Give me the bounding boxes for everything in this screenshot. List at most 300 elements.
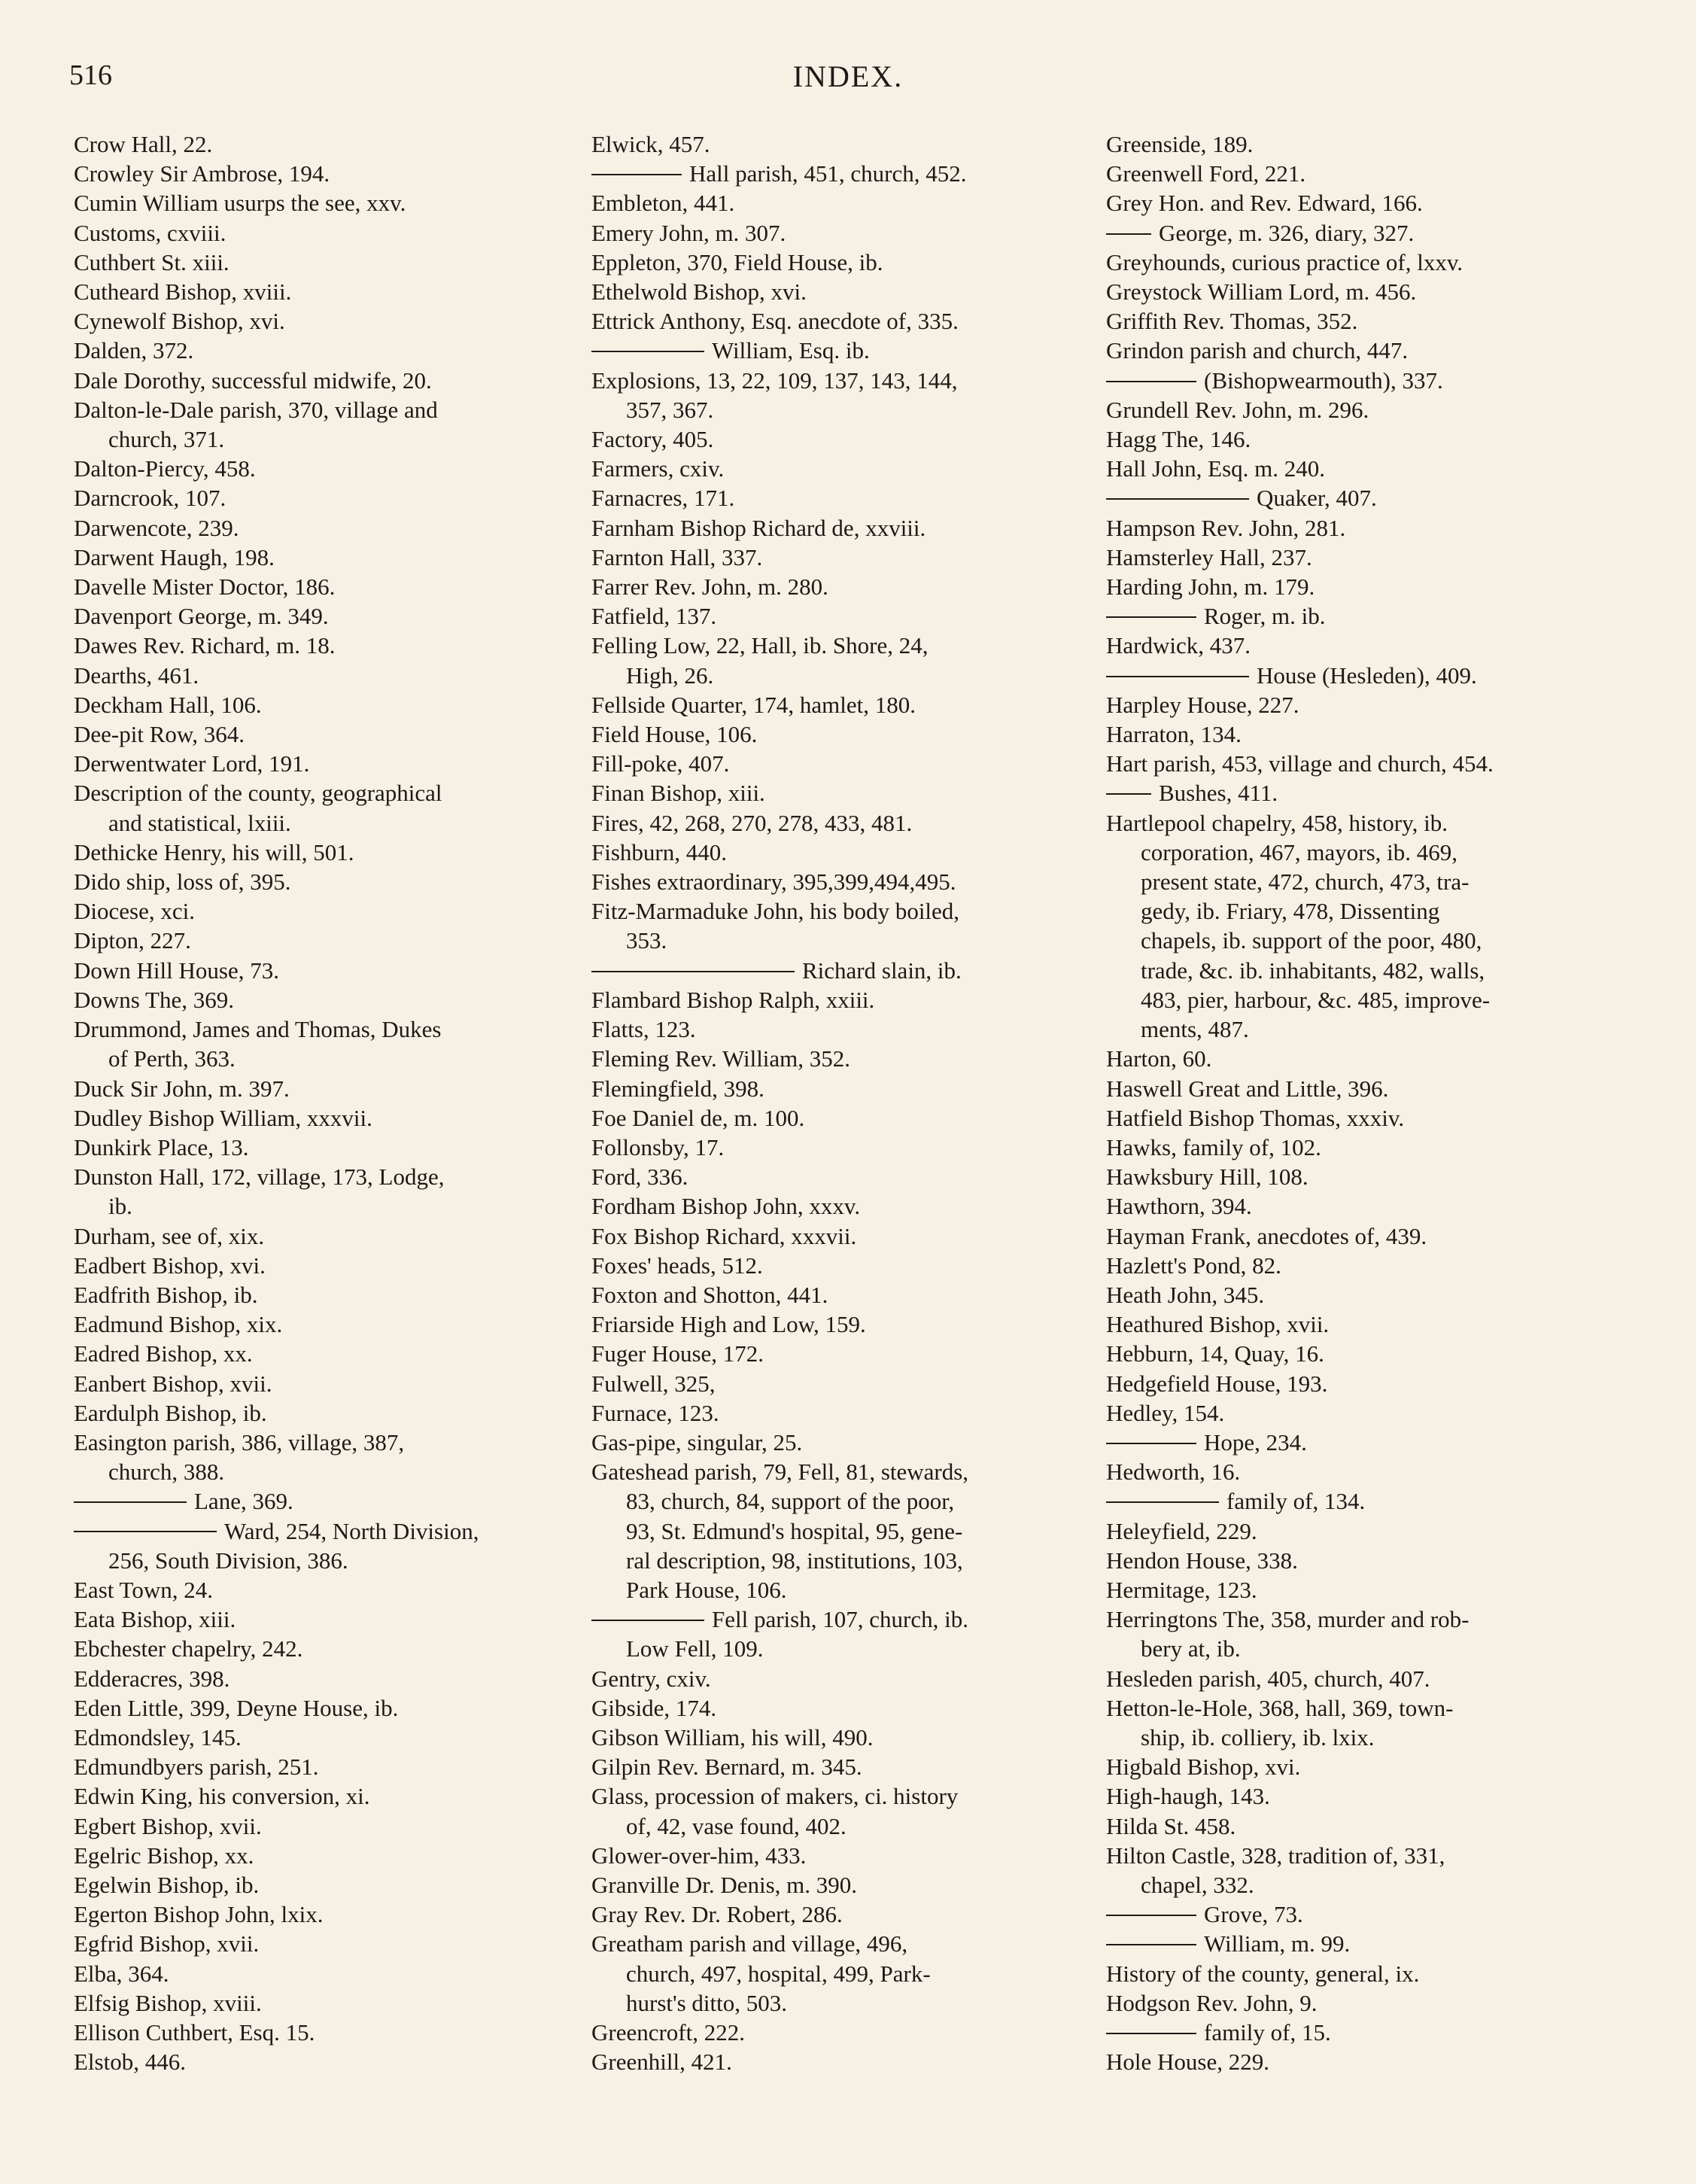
index-entry: [591, 1074, 1081, 1103]
index-entry: [74, 1014, 563, 1044]
index-entry: [591, 838, 1081, 867]
index-entry-text: Hermitage, 123.: [1106, 1576, 1257, 1603]
index-entry-text: Haswell Great and Little, 396.: [1106, 1075, 1389, 1102]
index-entry: [591, 336, 1081, 365]
index-entry-text: Greyhounds, curious practice of, lxxv.: [1106, 248, 1463, 275]
index-entry-text: Hagg The, 146.: [1106, 426, 1251, 453]
index-entry-text: church, 388.: [108, 1459, 225, 1486]
index-entry-text: hurst's ditto, 503.: [626, 1989, 787, 2016]
index-entry: [1106, 572, 1599, 601]
index-entry-text: Heleyfield, 229.: [1106, 1517, 1257, 1544]
index-entry: [591, 1309, 1081, 1339]
index-entry: [1106, 1398, 1599, 1428]
index-entry-text: Hawks, family of, 102.: [1106, 1133, 1321, 1160]
index-entry: [1106, 808, 1599, 838]
index-entry-continuation: [1106, 867, 1599, 896]
index-entry: [1106, 749, 1599, 778]
index-entry-text: Fordham Bishop John, xxxv.: [591, 1193, 861, 1220]
index-entry-continuation: [1106, 1014, 1599, 1044]
index-entry-text: Park House, 106.: [626, 1576, 787, 1603]
index-entry: [1106, 543, 1599, 572]
index-entry-text: Dale Dorothy, successful midwife, 20.: [74, 367, 432, 394]
index-entry-text: Egelwin Bishop, ib.: [74, 1871, 260, 1898]
index-entry-text: of Perth, 363.: [108, 1045, 236, 1072]
index-entry-text: Flemingfield, 398.: [591, 1075, 764, 1102]
index-entry-text: Derwentwater Lord, 191.: [74, 750, 310, 777]
index-entry: [591, 277, 1081, 306]
index-entry: [591, 1103, 1081, 1133]
index-entry: [591, 631, 1081, 660]
index-entry: [591, 1398, 1081, 1428]
index-entry: [591, 1251, 1081, 1280]
index-entry: [74, 1634, 563, 1663]
index-entry-text: Egerton Bishop John, lxix.: [74, 1901, 324, 1928]
index-entry-text: Gilpin Rev. Bernard, m. 345.: [591, 1754, 862, 1781]
index-entry-text: Dunston Hall, 172, village, 173, Lodge,: [74, 1163, 445, 1191]
index-entry-text: Darwencote, 239.: [74, 514, 239, 541]
index-entry-text: Dalden, 372.: [74, 337, 194, 364]
index-entry-continuation: [591, 1988, 1081, 2018]
index-entry-continuation: [591, 1575, 1081, 1605]
ditto-dash: [1106, 1501, 1219, 1503]
index-entry: [1106, 129, 1599, 159]
index-entry-text: Elfsig Bishop, xviii.: [74, 1989, 262, 2016]
index-entry-text: Hampson Rev. John, 281.: [1106, 514, 1346, 541]
index-entry-text: church, 497, hospital, 499, Park-: [626, 1960, 931, 1987]
index-entry-text: Fleming Rev. William, 352.: [591, 1045, 851, 1072]
index-entry-text: Herringtons The, 358, murder and rob-: [1106, 1606, 1470, 1633]
index-entry-text: Deckham Hall, 106.: [74, 691, 262, 718]
index-entry: [74, 1693, 563, 1723]
index-entry-continuation: [74, 424, 563, 454]
index-entry-text: Elstob, 446.: [74, 2049, 186, 2076]
index-entry-text: Harding John, m. 179.: [1106, 573, 1315, 601]
index-entry-text: Drummond, James and Thomas, Dukes: [74, 1016, 442, 1043]
ditto-dash: [1106, 616, 1196, 618]
index-entry-text: Foxes' heads, 512.: [591, 1252, 763, 1279]
index-entry: [74, 218, 563, 248]
index-entry: [1106, 513, 1599, 543]
index-entry-continuation: [591, 1516, 1081, 1546]
index-entry: [591, 1457, 1081, 1486]
index-entry-continuation: [591, 1959, 1081, 1988]
index-entry-continuation: [591, 1634, 1081, 1663]
index-entry-text: Furnace, 123.: [591, 1399, 719, 1426]
index-entry: [74, 454, 563, 483]
index-entry-text: Explosions, 13, 22, 109, 137, 143, 144,: [591, 367, 958, 394]
index-entry: [74, 601, 563, 631]
index-entry: [74, 838, 563, 867]
index-entry: [74, 778, 563, 808]
index-entry: [1106, 1191, 1599, 1221]
index-entry: [591, 1221, 1081, 1251]
index-entry: [74, 1428, 563, 1457]
index-entry: [1106, 1221, 1599, 1251]
index-entry-text: Dee-pit Row, 364.: [74, 721, 245, 748]
index-entry: [1106, 1929, 1599, 1958]
index-entry-text: family of, 134.: [1226, 1488, 1366, 1515]
index-entry-text: House (Hesleden), 409.: [1257, 662, 1477, 689]
index-entry: [591, 572, 1081, 601]
index-entry-text: Greencroft, 222.: [591, 2019, 745, 2046]
index-entry-text: Hetton-le-Hole, 368, hall, 369, town-: [1106, 1694, 1454, 1721]
index-entry: [74, 572, 563, 601]
index-entry-text: Fatfield, 137.: [591, 603, 717, 630]
index-entry-text: Flambard Bishop Ralph, xxiii.: [591, 986, 875, 1013]
index-entry-text: Hebburn, 14, Quay, 16.: [1106, 1340, 1324, 1367]
index-entry: [74, 719, 563, 749]
index-entry-text: Granville Dr. Denis, m. 390.: [591, 1871, 858, 1898]
index-entry-text: Follonsby, 17.: [591, 1133, 725, 1160]
index-entry-continuation: [1106, 838, 1599, 867]
index-entry-continuation: [591, 926, 1081, 955]
index-entry: [1106, 1280, 1599, 1309]
index-entry: [74, 129, 563, 159]
index-entry: [74, 395, 563, 424]
index-entry: [74, 1339, 563, 1368]
index-entry: [1106, 1457, 1599, 1486]
index-entry: [1106, 1900, 1599, 1929]
index-entry-text: Farrer Rev. John, m. 280.: [591, 573, 828, 601]
index-entry-text: chapels, ib. support of the poor, 480,: [1141, 927, 1482, 954]
index-entry-text: and statistical, lxiii.: [108, 809, 291, 836]
index-entry: [1106, 1575, 1599, 1605]
index-entry-text: Hawthorn, 394.: [1106, 1193, 1252, 1220]
index-entry: [591, 1133, 1081, 1162]
index-entry-text: Lane, 369.: [194, 1488, 293, 1515]
index-entry-text: Greenside, 189.: [1106, 131, 1254, 157]
index-entry: [591, 896, 1081, 926]
index-entry: [74, 1605, 563, 1634]
index-entry: [1106, 188, 1599, 217]
index-entry: [591, 513, 1081, 543]
index-entry-continuation: [1106, 896, 1599, 926]
index-entry: [591, 1870, 1081, 1900]
index-entry-text: Fishburn, 440.: [591, 838, 727, 865]
index-entry-text: Egfrid Bishop, xvii.: [74, 1930, 260, 1957]
index-entry-text: 93, St. Edmund's hospital, 95, gene-: [626, 1517, 963, 1544]
index-entry-text: Farnacres, 171.: [591, 485, 735, 512]
index-entry-text: Elba, 364.: [74, 1960, 169, 1987]
ditto-dash: [591, 174, 682, 175]
index-entry-continuation: [1106, 926, 1599, 955]
index-entry-text: Gray Rev. Dr. Robert, 286.: [591, 1901, 843, 1928]
index-entry: [74, 1929, 563, 1958]
index-entry: [74, 1133, 563, 1162]
index-entry-text: Harton, 60.: [1106, 1045, 1212, 1072]
index-entry-text: Hedgefield House, 193.: [1106, 1370, 1328, 1397]
ditto-dash: [1106, 2033, 1196, 2034]
index-entry-text: Eadbert Bishop, xvi.: [74, 1252, 266, 1279]
index-entry: [591, 778, 1081, 808]
index-entry-text: Davelle Mister Doctor, 186.: [74, 573, 336, 601]
index-entry: [74, 1074, 563, 1103]
index-entry: [591, 188, 1081, 217]
index-entry-text: Foxton and Shotton, 441.: [591, 1281, 828, 1308]
index-entry-text: Down Hill House, 73.: [74, 957, 279, 984]
index-entry-text: William, m. 99.: [1204, 1930, 1351, 1957]
index-entry: [74, 1781, 563, 1811]
index-entry-text: Hole House, 229.: [1106, 2049, 1269, 2076]
index-entry-text: Hodgson Rev. John, 9.: [1106, 1989, 1318, 2016]
index-entry: [74, 188, 563, 217]
index-entry-text: Hilton Castle, 328, tradition of, 331,: [1106, 1842, 1445, 1869]
index-entry-text: Davenport George, m. 349.: [74, 603, 329, 630]
index-entry-continuation: [591, 1811, 1081, 1841]
index-entry-text: Hall parish, 451, church, 452.: [689, 160, 967, 187]
index-entry: [591, 1723, 1081, 1752]
index-entry-continuation: [591, 1546, 1081, 1575]
index-entry-text: Higbald Bishop, xvi.: [1106, 1754, 1301, 1781]
index-entry: [1106, 1781, 1599, 1811]
index-entry: [1106, 1428, 1599, 1457]
index-entry-text: Diocese, xci.: [74, 898, 195, 925]
index-entry: [1106, 1811, 1599, 1841]
index-entry-text: Hazlett's Pond, 82.: [1106, 1252, 1281, 1279]
index-entry-text: Dipton, 227.: [74, 927, 191, 954]
index-entry-text: gedy, ib. Friary, 478, Dissenting: [1141, 898, 1440, 925]
index-entry: [1106, 483, 1599, 513]
index-entry-continuation: [74, 1546, 563, 1575]
index-entry: [591, 306, 1081, 336]
index-entry-text: Hayman Frank, anecdotes of, 439.: [1106, 1222, 1427, 1249]
ditto-dash: [1106, 1915, 1196, 1916]
index-entry-text: Farnham Bishop Richard de, xxviii.: [591, 514, 926, 541]
index-entry: [591, 690, 1081, 719]
index-entry-text: Finan Bishop, xiii.: [591, 780, 765, 807]
index-entry: [591, 1339, 1081, 1368]
index-entry-text: Roger, m. ib.: [1204, 603, 1326, 630]
index-entry-continuation: [1106, 1634, 1599, 1663]
index-entry: [591, 1752, 1081, 1781]
index-entry-text: Quaker, 407.: [1257, 485, 1377, 512]
index-entry: [74, 1251, 563, 1280]
index-entry: [74, 985, 563, 1014]
index-entry-text: History of the county, general, ix.: [1106, 1960, 1420, 1987]
index-entry-text: Hart parish, 453, village and church, 454.: [1106, 750, 1494, 777]
index-entry-text: Fitz-Marmaduke John, his body boiled,: [591, 898, 960, 925]
index-entry: [74, 306, 563, 336]
index-entry: [591, 1664, 1081, 1693]
index-entry: [1106, 159, 1599, 188]
index-entry-text: Gibson William, his will, 490.: [591, 1723, 874, 1751]
index-entry-text: Downs The, 369.: [74, 986, 234, 1013]
index-entry-text: Eanbert Bishop, xvii.: [74, 1370, 272, 1397]
index-entry: [1106, 661, 1599, 690]
index-entry: [74, 336, 563, 365]
index-entry-text: Fires, 42, 268, 270, 278, 433, 481.: [591, 809, 913, 836]
index-entry-text: Fishes extraordinary, 395,399,494,495.: [591, 868, 956, 896]
index-entry: [591, 454, 1081, 483]
index-entry: [74, 1103, 563, 1133]
index-entry: [591, 956, 1081, 985]
index-entry-text: Hatfield Bishop Thomas, xxxiv.: [1106, 1104, 1405, 1131]
index-entry: [591, 129, 1081, 159]
index-entry: [591, 218, 1081, 248]
index-entry: [591, 601, 1081, 631]
index-entry: [591, 867, 1081, 896]
index-entry: [591, 1693, 1081, 1723]
ditto-dash: [1106, 676, 1249, 677]
index-entry-text: Ward, 254, North Division,: [224, 1517, 479, 1544]
index-entry-text: Hartlepool chapelry, 458, history, ib.: [1106, 809, 1448, 836]
index-entry-text: High, 26.: [626, 662, 714, 689]
index-entry: [74, 1752, 563, 1781]
index-entry: [74, 749, 563, 778]
index-entry: [1106, 1162, 1599, 1191]
index-entry-text: Grindon parish and church, 447.: [1106, 337, 1409, 364]
index-entry: [1106, 1693, 1599, 1723]
index-entry: [74, 1369, 563, 1398]
index-entry: [1106, 1309, 1599, 1339]
index-entry-text: Edmundbyers parish, 251.: [74, 1754, 319, 1781]
index-entry-text: Gas-pipe, singular, 25.: [591, 1428, 803, 1455]
index-entry-text: Gateshead parish, 79, Fell, 81, stewards,: [591, 1459, 969, 1486]
ditto-dash: [1106, 1944, 1196, 1945]
index-entry-text: Hall John, Esq. m. 240.: [1106, 455, 1326, 482]
index-entry-text: Crowley Sir Ambrose, 194.: [74, 160, 330, 187]
index-entry-text: Hesleden parish, 405, church, 407.: [1106, 1665, 1430, 1692]
index-entry-text: Eppleton, 370, Field House, ib.: [591, 248, 883, 275]
index-entry: [591, 1369, 1081, 1398]
index-entry-text: 483, pier, harbour, &c. 485, improve-: [1141, 986, 1491, 1013]
index-entry-text: 353.: [626, 927, 667, 954]
index-entry: [74, 1162, 563, 1191]
index-entry-text: Hedworth, 16.: [1106, 1459, 1241, 1486]
index-entry: [74, 1309, 563, 1339]
index-entry-text: of, 42, vase found, 402.: [626, 1812, 846, 1839]
index-entry: [1106, 1074, 1599, 1103]
index-entry-text: Eden Little, 399, Deyne House, ib.: [74, 1694, 399, 1721]
index-entry-text: Dethicke Henry, his will, 501.: [74, 838, 354, 865]
index-entry: [74, 1221, 563, 1251]
page-number: 516: [69, 59, 112, 91]
ditto-dash: [74, 1531, 217, 1532]
page-title: INDEX.: [792, 59, 904, 93]
index-entry: [1106, 1664, 1599, 1693]
index-entry-text: Grey Hon. and Rev. Edward, 166.: [1106, 190, 1423, 217]
index-entry: [591, 1191, 1081, 1221]
index-entry: [1106, 424, 1599, 454]
ditto-dash: [74, 1501, 187, 1503]
index-entry: [74, 956, 563, 985]
index-entry-text: Darwent Haugh, 198.: [74, 543, 275, 570]
index-entry: [591, 483, 1081, 513]
index-entry-text: Glass, procession of makers, ci. history: [591, 1783, 959, 1810]
index-entry-text: Description of the county, geographical: [74, 780, 442, 807]
index-entry: [74, 661, 563, 690]
index-entry: [74, 926, 563, 955]
index-entry-text: Grundell Rev. John, m. 296.: [1106, 396, 1369, 423]
index-entry: [74, 1664, 563, 1693]
index-entry-text: Greenhill, 421.: [591, 2049, 732, 2076]
index-entry: [74, 1988, 563, 2018]
index-entry: [74, 1841, 563, 1870]
index-entry: [1106, 1546, 1599, 1575]
index-entry-text: Hilda St. 458.: [1106, 1812, 1236, 1839]
index-entry-text: Hardwick, 437.: [1106, 632, 1251, 659]
index-entry: [74, 543, 563, 572]
index-entry-text: Eadred Bishop, xx.: [74, 1340, 253, 1367]
index-entry: [591, 2018, 1081, 2047]
index-entry-text: 83, church, 84, support of the poor,: [626, 1488, 955, 1515]
index-entry-text: Edmondsley, 145.: [74, 1723, 242, 1751]
index-entry-text: Richard slain, ib.: [802, 957, 962, 984]
index-entry: [74, 1811, 563, 1841]
index-entry-text: Harraton, 134.: [1106, 721, 1242, 748]
index-entry-continuation: [591, 661, 1081, 690]
index-entry-text: Harpley House, 227.: [1106, 691, 1299, 718]
index-entry: [591, 1929, 1081, 1958]
index-entry: [1106, 2047, 1599, 2076]
index-entry-text: Hamsterley Hall, 237.: [1106, 543, 1312, 570]
index-entry-text: Ethelwold Bishop, xvi.: [591, 278, 807, 306]
index-entry: [74, 1959, 563, 1988]
index-entry-text: Hedley, 154.: [1106, 1399, 1225, 1426]
index-entry-text: Cynewolf Bishop, xvi.: [74, 308, 285, 335]
index-entry: [591, 424, 1081, 454]
index-entry: [1106, 306, 1599, 336]
index-entry-text: Duck Sir John, m. 397.: [74, 1075, 290, 1102]
index-entry-text: Foe Daniel de, m. 100.: [591, 1104, 805, 1131]
index-entry-continuation: [591, 1486, 1081, 1516]
index-entry: [591, 719, 1081, 749]
index-entry-text: trade, &c. ib. inhabitants, 482, walls,: [1141, 957, 1485, 984]
index-entry: [74, 1575, 563, 1605]
index-entry-text: Dawes Rev. Richard, m. 18.: [74, 632, 336, 659]
index-entry-text: Grove, 73.: [1204, 1901, 1303, 1928]
index-entry-text: Fox Bishop Richard, xxxvii.: [591, 1222, 857, 1249]
index-entry: [74, 159, 563, 188]
index-entry: [1106, 1369, 1599, 1398]
index-entry-continuation: [74, 1044, 563, 1073]
index-entry-text: Cuthbert St. xiii.: [74, 248, 229, 275]
ditto-dash: [1106, 233, 1151, 235]
index-entry: [74, 1516, 563, 1546]
index-entry-text: Heath John, 345.: [1106, 1281, 1265, 1308]
index-entry-text: High-haugh, 143.: [1106, 1783, 1270, 1810]
index-entry: [591, 985, 1081, 1014]
index-entry-continuation: [1106, 1723, 1599, 1752]
index-entry: [1106, 778, 1599, 808]
index-entry-text: bery at, ib.: [1141, 1635, 1241, 1662]
index-entry-text: Eadfrith Bishop, ib.: [74, 1281, 258, 1308]
index-entry-text: ral description, 98, institutions, 103,: [626, 1547, 963, 1574]
index-entry-text: present state, 472, church, 473, tra-: [1141, 868, 1470, 896]
index-entry-text: Elwick, 457.: [591, 131, 710, 157]
index-entry: [74, 483, 563, 513]
index-entry: [591, 1280, 1081, 1309]
index-entry-text: family of, 15.: [1204, 2019, 1331, 2046]
index-entry-text: ib.: [108, 1193, 132, 1220]
index-entry-text: Dearths, 461.: [74, 662, 199, 689]
index-entry-text: ship, ib. colliery, ib. lxix.: [1141, 1723, 1375, 1751]
index-entry: [1106, 1959, 1599, 1988]
index-entry-text: Eata Bishop, xiii.: [74, 1606, 236, 1633]
index-entry-text: Cumin William usurps the see, xxv.: [74, 190, 406, 217]
index-entry-text: Dido ship, loss of, 395.: [74, 868, 291, 896]
index-entry-text: Dudley Bishop William, xxxvii.: [74, 1104, 372, 1131]
index-entry: [1106, 248, 1599, 277]
index-entry: [591, 749, 1081, 778]
index-entry: [1106, 1044, 1599, 1073]
index-entry-text: Ford, 336.: [591, 1163, 688, 1191]
ditto-dash: [1106, 793, 1151, 795]
index-entry: [591, 248, 1081, 277]
index-entry-text: Emery John, m. 307.: [591, 219, 786, 246]
index-entry: [1106, 631, 1599, 660]
index-entry-text: ments, 487.: [1141, 1016, 1249, 1043]
